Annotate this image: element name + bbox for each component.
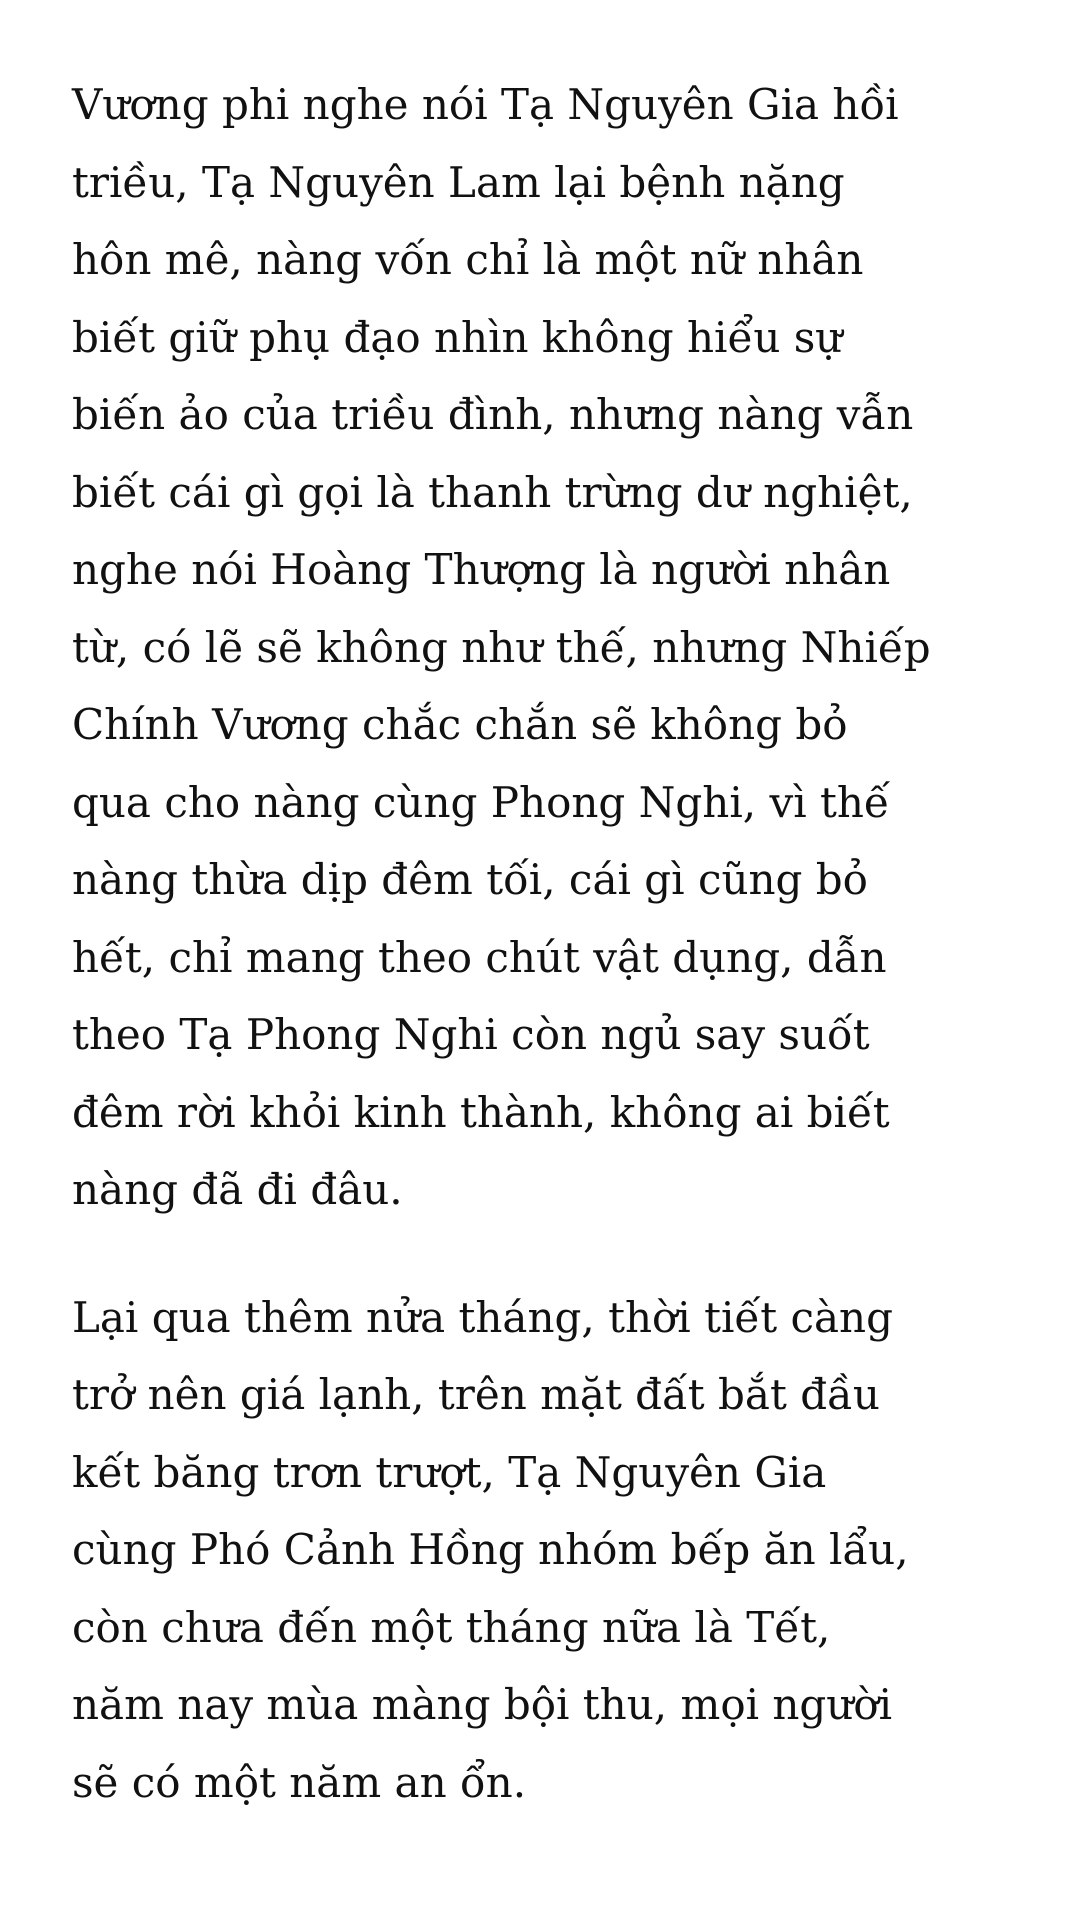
text-line: Chính Vương chắc chắn sẽ không bỏ: [72, 700, 848, 749]
text-line: nàng đã đi đâu.: [72, 1165, 403, 1214]
text-line: biết giữ phụ đạo nhìn không hiểu sự: [72, 312, 843, 362]
text-line: còn chưa đến một tháng nữa là Tết,: [72, 1602, 831, 1652]
text-line: nàng thừa dịp đêm tối, cái gì cũng bỏ: [72, 855, 868, 904]
reader-page: [72, 66, 1032, 1821]
text-line: từ, có lẽ sẽ không như thế, nhưng Nhiếp: [72, 622, 931, 672]
text-line: hết, chỉ mang theo chút vật dụng, dẫn: [72, 932, 887, 982]
paragraph-1: [72, 66, 1032, 1229]
text-line: qua cho nàng cùng Phong Nghi, vì thế: [72, 777, 890, 827]
text-line: theo Tạ Phong Nghi còn ngủ say suốt: [72, 1010, 870, 1059]
text-line: sẽ có một năm an ổn.: [72, 1757, 527, 1807]
text-line: trở nên giá lạnh, trên mặt đất bắt đầu: [72, 1370, 880, 1419]
paragraph-2: [72, 1279, 1032, 1822]
text-line: Vương phi nghe nói Tạ Nguyên Gia hồi: [72, 80, 899, 129]
text-line: cùng Phó Cảnh Hồng nhóm bếp ăn lẩu,: [72, 1525, 909, 1574]
text-line: năm nay mùa màng bội thu, mọi người: [72, 1680, 893, 1729]
text-line: hôn mê, nàng vốn chỉ là một nữ nhân: [72, 235, 864, 284]
text-line: Lại qua thêm nửa tháng, thời tiết càng: [72, 1292, 893, 1342]
text-line: kết băng trơn trượt, Tạ Nguyên Gia: [72, 1447, 827, 1497]
text-line: đêm rời khỏi kinh thành, không ai biết: [72, 1087, 890, 1137]
text-line: nghe nói Hoàng Thượng là người nhân: [72, 545, 891, 594]
text-line: biết cái gì gọi là thanh trừng dư nghiệt,: [72, 467, 913, 517]
text-line: triều, Tạ Nguyên Lam lại bệnh nặng: [72, 157, 845, 207]
text-line: biến ảo của triều đình, nhưng nàng vẫn: [72, 390, 914, 439]
